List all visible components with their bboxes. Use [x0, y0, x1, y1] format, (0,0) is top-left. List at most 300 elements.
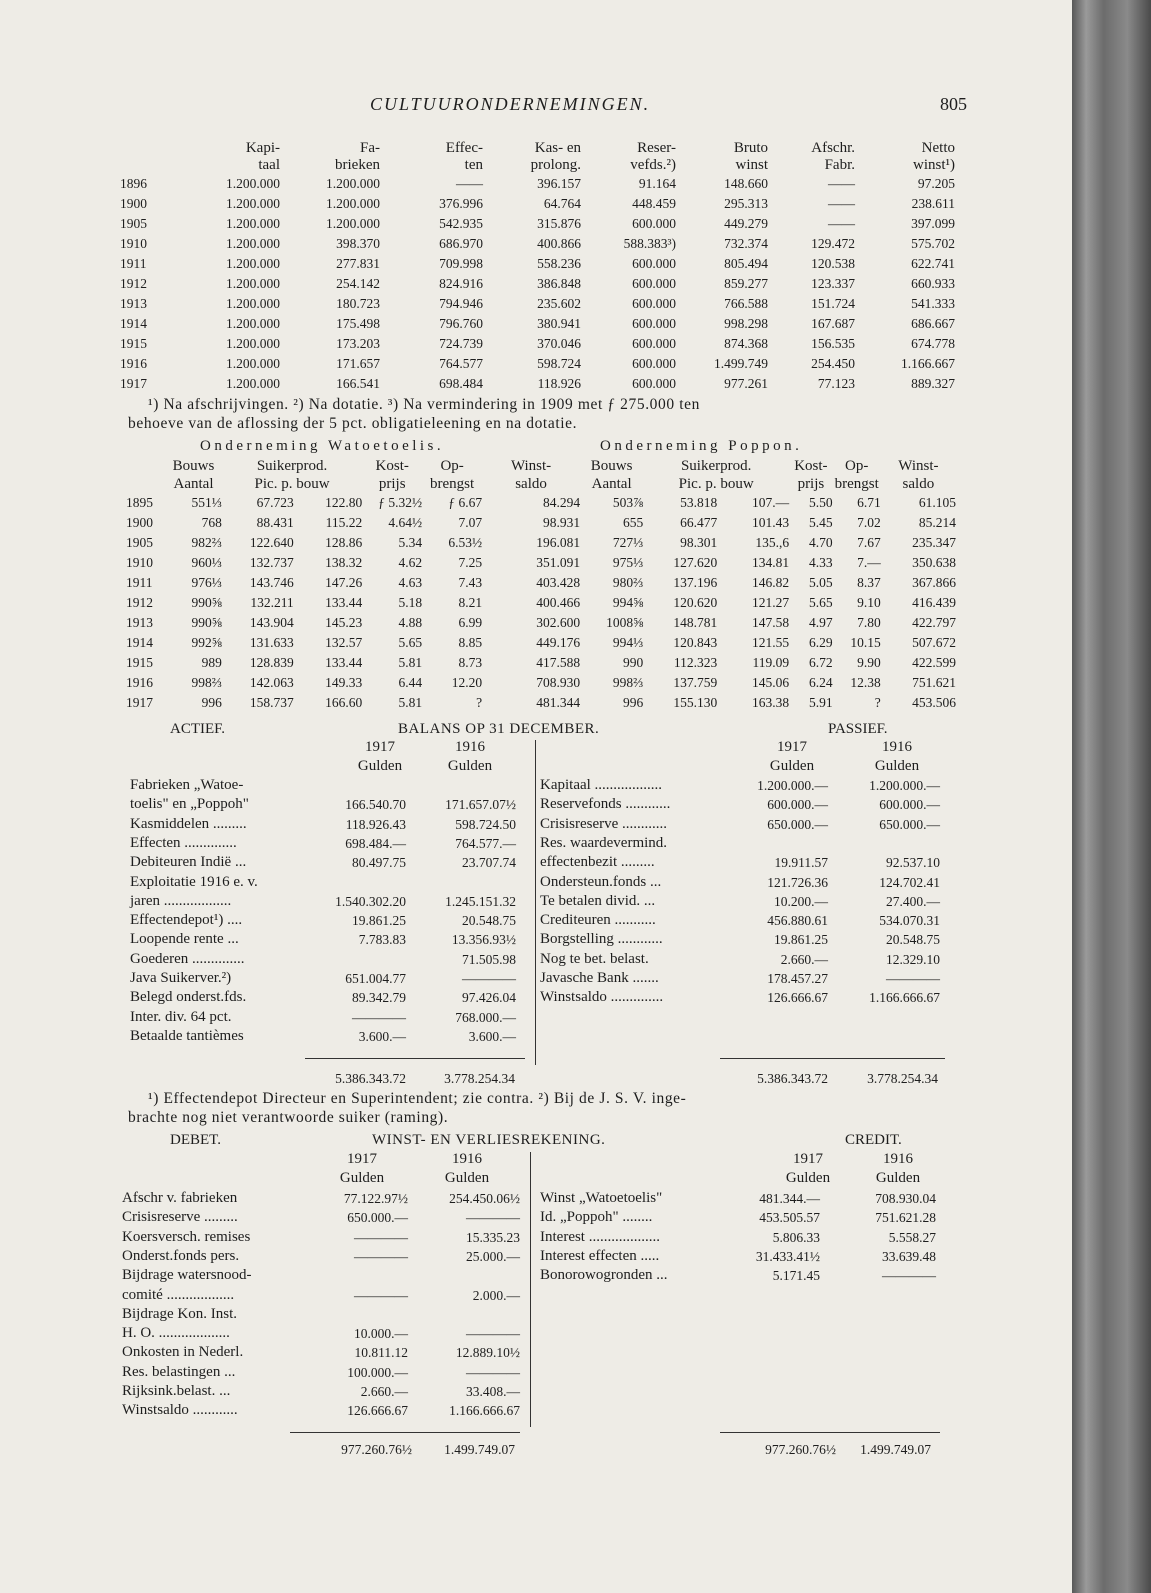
balance-actief-line-value-1917: 651.004.77 — [345, 971, 406, 986]
table1-row — [120, 214, 955, 234]
pnl-debet-line-label: Onkosten in Nederl. — [122, 1344, 244, 1361]
table2-cell: 7.07 — [458, 515, 483, 530]
pnl-left-unit2: Gulden — [444, 1170, 490, 1186]
table2-cell: 6.53½ — [448, 535, 483, 550]
pnl-credit-line-value-1916: ———— — [882, 1268, 936, 1284]
table2-cell: 98.931 — [542, 515, 581, 530]
balance-right-unit1: Gulden — [769, 758, 815, 774]
table2-cell: 8.73 — [458, 655, 483, 670]
balance-passief-line-value-1916: 1.200.000.— — [869, 778, 940, 793]
table2-year-cell: 1900 — [126, 515, 153, 530]
table1-cell: 796.760 — [439, 316, 483, 331]
table2-cell: 481.344 — [536, 695, 581, 710]
table1-cell: 1.200.000 — [226, 356, 280, 371]
pnl-credit-line-value-1917: 5.806.33 — [772, 1229, 820, 1245]
table2-cell: 992⅝ — [191, 635, 222, 650]
table1-cell: 129.472 — [811, 236, 855, 251]
table2-column-header: Bouws — [590, 458, 633, 474]
table2-cell: 138.32 — [325, 555, 363, 570]
pnl-debet-line-value-1916: 2.000.— — [472, 1287, 520, 1303]
table2-cell: 5.65 — [398, 635, 423, 650]
footnote-balance-line1: ¹) Effectendepot Directeur en Superintendent; zie contra. ²) Bij de J. S. V. inge- — [148, 1090, 687, 1107]
table2-column-header: Op- — [845, 458, 869, 474]
table2-cell: 990 — [622, 655, 644, 670]
table1-column-header — [120, 157, 160, 174]
table2-column-header: Aantal — [173, 476, 214, 492]
table1-cell: 874.368 — [724, 336, 768, 351]
pnl-title: WINST- EN VERLIESREKENING. — [372, 1132, 606, 1148]
table1-cell: 1.200.000 — [226, 296, 280, 311]
table1-cell: 686.667 — [911, 316, 955, 331]
balance-actief-line-value-1916: 3.600.— — [468, 1028, 516, 1044]
balance-passief-line-label: Te betalen divid. ... — [540, 892, 656, 909]
table1-year-cell: 1914 — [120, 316, 147, 331]
table2-cell: 994⅝ — [612, 595, 644, 610]
balance-actief-line-value-1916: 23.707.74 — [462, 855, 516, 871]
table1-header-row — [120, 140, 955, 157]
table2-cell: 975⅓ — [612, 555, 644, 570]
table1-cell: 764.577 — [439, 356, 483, 371]
table1-column-header: vefds.²) — [630, 157, 676, 173]
table1-cell: 295.313 — [724, 196, 768, 211]
table1-cell: 171.657 — [336, 356, 380, 371]
table2-cell: 12.20 — [451, 675, 483, 690]
table2-cell: 8.37 — [857, 575, 881, 590]
pnl-right-unit2: Gulden — [875, 1170, 921, 1186]
pnl-credit-line-value-1916: 751.621.28 — [875, 1210, 936, 1226]
table1-cell: 1.166.667 — [901, 356, 955, 371]
table2-cell: 61.105 — [918, 495, 956, 510]
balance-actief-line-value-1917: 1.540.302.20 — [335, 893, 406, 909]
balance-passief-line-value-1917: 126.666.67 — [767, 990, 828, 1006]
balance-actief-line-label: Exploitatie 1916 e. v. — [130, 873, 258, 890]
table1-cell: 398.370 — [336, 236, 380, 251]
pnl-credit-line-value-1917: 31.433.41½ — [755, 1248, 820, 1264]
table1-cell: —— — [828, 216, 855, 231]
table1-cell: 1.200.000 — [226, 276, 280, 291]
balance-passief-line-value-1917: 178.457.27 — [767, 971, 828, 986]
table1-cell: 600.000 — [632, 296, 676, 311]
table1-header-row — [120, 157, 955, 174]
table1-cell: 686.970 — [439, 236, 483, 251]
balance-passief-line-label: Res. waardevermind. — [540, 834, 668, 851]
table2-cell: 84.294 — [542, 495, 581, 510]
table2-cell: 119.09 — [752, 655, 790, 670]
balance-actief-line-label: toelis" en „Poppoh" — [130, 796, 249, 813]
table1-cell: 1.200.000 — [326, 196, 380, 211]
pnl-left-year2: 1916 — [452, 1151, 482, 1167]
table2-cell: 4.97 — [809, 615, 833, 630]
pnl-credit-line-value-1917: 453.505.57 — [759, 1210, 820, 1226]
pnl-credit-line-label: Interest effecten ..... — [540, 1247, 660, 1264]
table2-cell: 980⅔ — [612, 575, 644, 590]
pnl-right-total-1916: 1.499.749.07 — [860, 1442, 931, 1457]
table1-cell: 600.000 — [632, 216, 676, 231]
table1-cell: 600.000 — [632, 336, 676, 351]
balance-actief-line-value-1916: 13.356.93½ — [451, 932, 516, 948]
table1-cell: 400.866 — [537, 236, 581, 251]
table2-cell: 768 — [201, 515, 222, 530]
table2-year-cell: 1910 — [126, 555, 153, 570]
table2-cell: 507.672 — [912, 635, 956, 650]
pnl-debet-line-value-1916: 15.335.23 — [466, 1229, 520, 1245]
balance-passief-line-value-1916: 92.537.10 — [886, 855, 940, 871]
table2-cell: 367.866 — [912, 575, 956, 590]
table2-cell: ƒ 6.67 — [448, 495, 483, 510]
table2-cell: 88.431 — [256, 515, 294, 530]
balance-title: BALANS OP 31 DECEMBER. — [398, 721, 600, 737]
balance-right-year1: 1917 — [777, 739, 807, 755]
table2-cell: 115.22 — [325, 515, 363, 530]
table1-cell: —— — [828, 196, 855, 211]
pnl-credit-line-label: Bonorowogronden ... — [540, 1267, 668, 1284]
balance-actief-line-value-1917: 80.497.75 — [352, 855, 406, 871]
footnote-table1-line1: ¹) Na afschrijvingen. ²) Na dotatie. ³) Na vermindering in 1909 met ƒ 275.000 ten — [148, 396, 700, 413]
table2-cell: 503⅞ — [612, 495, 644, 510]
balance-right-year2: 1916 — [882, 739, 912, 755]
table1-cell: 1.200.000 — [226, 316, 280, 331]
balance-actief-line-label: Inter. div. 64 pct. — [130, 1008, 232, 1025]
balance-right-total-1916: 3.778.254.34 — [867, 1071, 938, 1086]
pnl-debet-line-label: Bijdrage watersnood- — [122, 1267, 252, 1284]
table1-cell: 77.123 — [817, 376, 855, 391]
balance-actief-line-label: Effectendepot¹) .... — [130, 912, 243, 929]
table1-cell: 794.946 — [439, 296, 483, 311]
table1-cell: 175.498 — [336, 316, 380, 331]
table2-cell: 8.85 — [458, 635, 483, 650]
table1-cell: 1.499.749 — [714, 356, 768, 371]
table1-cell: 1.200.000 — [226, 216, 280, 231]
balance-actief-line-value-1917: 3.600.— — [358, 1028, 406, 1044]
table2-cell: 727⅓ — [612, 535, 644, 550]
table2-year-cell: 1895 — [126, 495, 153, 510]
pnl-debet-line-label: Koersversch. remises — [122, 1228, 251, 1245]
table2-cell: 453.506 — [912, 695, 956, 710]
pnl-debet-line-value-1917: 126.666.67 — [347, 1403, 408, 1419]
table1-cell: 180.723 — [336, 296, 380, 311]
table2-cell: 5.81 — [398, 695, 423, 710]
pnl-debet-line-value-1917: 2.660.— — [360, 1384, 408, 1399]
table1-cell: 598.724 — [537, 356, 581, 371]
table1-row — [120, 294, 955, 314]
table2-cell: 996 — [201, 695, 222, 710]
table2-cell: 121.55 — [752, 635, 790, 650]
table2-row — [126, 613, 956, 633]
table1-cell: 148.660 — [724, 176, 768, 191]
table2-cell: 655 — [622, 515, 644, 530]
balance-passief-line-value-1916: 650.000.— — [879, 816, 940, 832]
table1-year-cell: 1911 — [120, 256, 147, 271]
table2-cell: 155.130 — [673, 695, 718, 710]
table2-cell: 4.70 — [809, 535, 833, 550]
pnl-right-unit1: Gulden — [785, 1170, 831, 1186]
table2-cell: 4.88 — [398, 615, 423, 630]
table1-cell: 167.687 — [811, 316, 855, 331]
balance-right-unit2: Gulden — [874, 758, 920, 774]
table1-cell: 64.764 — [543, 196, 581, 211]
table2-cell: ? — [476, 695, 483, 710]
balance-actief-line-label: Effecten .............. — [130, 834, 237, 851]
balance-passief-line-label: effectenbezit ......... — [540, 854, 655, 871]
table1-cell: 575.702 — [911, 236, 955, 251]
table2-cell: 6.72 — [809, 655, 833, 670]
actief-label: ACTIEF. — [170, 721, 226, 737]
table1-cell: 156.535 — [811, 336, 855, 351]
company-results-table — [120, 140, 955, 394]
table2-cell: 85.214 — [918, 515, 956, 530]
table2-year-cell: 1917 — [126, 695, 153, 710]
balance-passief-line-value-1916: 27.400.— — [886, 893, 940, 909]
table2-cell: 5.05 — [809, 575, 833, 590]
table2-row — [126, 513, 956, 533]
table2-column-header: Bouws — [172, 458, 215, 474]
table1-column-header: Reser- — [637, 140, 676, 156]
table1-cell: 380.941 — [537, 316, 581, 331]
table2-cell: 128.839 — [249, 655, 294, 670]
balance-passief-line-value-1916: 20.548.75 — [886, 932, 940, 948]
balance-passief-line-value-1917: 10.200.— — [774, 893, 828, 909]
table1-column-header: Effec- — [445, 140, 483, 156]
footnote-balance-line2: brachte nog niet verantwoorde suiker (raming). — [128, 1109, 449, 1126]
table2-year-cell: 1912 — [126, 595, 153, 610]
pnl-debet-line-value-1916: ———— — [466, 1364, 520, 1380]
table1-cell: 824.916 — [439, 276, 483, 291]
balance-actief-line-value-1917: 19.861.25 — [352, 913, 406, 929]
balance-divider — [535, 740, 536, 1065]
table2-cell: 416.439 — [912, 595, 956, 610]
table1-year-cell: 1916 — [120, 356, 147, 371]
table1-row — [120, 274, 955, 294]
balance-passief-line-value-1917: 1.200.000.— — [757, 778, 828, 793]
table1-year-cell: 1915 — [120, 336, 147, 351]
table1-cell: 173.203 — [336, 336, 380, 351]
table1-column-header: Kapi- — [245, 140, 280, 156]
table1-column-header: Netto — [921, 140, 955, 156]
book-spine-edge — [1072, 0, 1151, 1593]
pnl-debet-line-label: Rijksink.belast. ... — [122, 1383, 231, 1399]
table1-cell: 1.200.000 — [226, 376, 280, 391]
table2-cell: 127.620 — [673, 555, 718, 570]
balance-actief-line-value-1917: 698.484.— — [345, 835, 406, 851]
table1-cell: 541.333 — [911, 296, 955, 311]
table2-row — [126, 493, 956, 513]
pnl-debet-line-value-1916: ———— — [466, 1210, 520, 1226]
table2-cell: 12.38 — [850, 675, 881, 690]
table2-cell: 6.44 — [398, 675, 423, 690]
table2-row — [126, 593, 956, 613]
table1-cell: 622.741 — [911, 256, 955, 271]
balance-left-year2: 1916 — [455, 739, 485, 755]
table2-cell: 5.50 — [809, 495, 833, 510]
pnl-credit-line-value-1917: 5.171.45 — [772, 1268, 820, 1284]
pnl-credit-line-label: Interest ................... — [540, 1228, 660, 1245]
table2-column-header — [126, 457, 165, 475]
table2-cell: 403.428 — [536, 575, 581, 590]
table1-cell: 91.164 — [638, 176, 676, 191]
balance-passief-line-label: Crisisreserve ............ — [540, 815, 668, 832]
balance-actief-line-value-1917: 7.783.83 — [358, 932, 406, 948]
pnl-debet-line-value-1916: ———— — [466, 1326, 520, 1342]
table1-year-cell: 1912 — [120, 276, 147, 291]
table2-cell: 5.18 — [398, 595, 423, 610]
table2-cell: 7.— — [857, 555, 881, 570]
table2-year-cell: 1905 — [126, 535, 153, 550]
balance-passief-line-value-1916: 600.000.— — [879, 797, 940, 813]
table2-cell: 7.25 — [458, 555, 483, 570]
table1-year-cell: 1917 — [120, 376, 147, 391]
table2-cell: 417.588 — [536, 655, 581, 670]
balance-actief-line-value-1916: 764.577.— — [455, 835, 516, 851]
pnl-debet-line-value-1917: ———— — [354, 1248, 408, 1264]
pnl-debet-line-value-1917: 10.811.12 — [354, 1345, 408, 1361]
pnl-left-total-1917: 977.260.76½ — [341, 1442, 412, 1457]
table1-cell: 238.611 — [911, 196, 955, 211]
balance-passief-line-label: Winstsaldo .............. — [540, 989, 664, 1006]
table2-cell: 101.43 — [752, 515, 790, 530]
table2-row — [126, 633, 956, 653]
table2-row — [126, 673, 956, 693]
table1-cell: 588.383³) — [623, 236, 676, 251]
table2-column-header: Winst- — [898, 458, 939, 474]
table2-cell: 976⅓ — [191, 575, 222, 590]
table2-cell: 5.45 — [809, 515, 833, 530]
balance-passief-line-value-1917: 121.726.36 — [767, 874, 828, 890]
table2-cell: 7.02 — [857, 515, 881, 530]
pnl-credit-line-value-1916: 708.930.04 — [875, 1191, 936, 1206]
table2-header-row — [126, 457, 956, 475]
pnl-credit-line-label: Id. „Poppoh" ........ — [540, 1209, 653, 1226]
table2-column-header: Winst- — [510, 458, 552, 474]
table1-year-cell: 1900 — [120, 196, 147, 211]
table1-cell: 396.157 — [537, 176, 581, 191]
table2-cell: 112.323 — [673, 655, 718, 670]
passief-label: PASSIEF. — [828, 721, 888, 737]
table2-column-header: Pic. p. bouw — [678, 476, 754, 492]
table2-cell: 5.81 — [398, 655, 423, 670]
table1-cell: 600.000 — [632, 376, 676, 391]
balance-actief-line-value-1916: 97.426.04 — [462, 990, 516, 1006]
table1-cell: 600.000 — [632, 276, 676, 291]
table2-year-cell: 1914 — [126, 635, 153, 650]
table2-cell: 66.477 — [680, 515, 718, 530]
table2-row — [126, 533, 956, 553]
table1-cell: 1.200.000 — [226, 256, 280, 271]
pnl-left-unit1: Gulden — [339, 1170, 385, 1186]
table2-column-header: Kost- — [794, 458, 828, 474]
pnl-debet-line-label: Crisisreserve ......... — [122, 1209, 238, 1226]
table1-cell: 709.998 — [439, 256, 483, 271]
table2-cell: 148.781 — [673, 615, 718, 630]
balance-passief-line-value-1917: 19.861.25 — [774, 932, 828, 948]
table2-cell: 6.99 — [458, 615, 483, 630]
table1-cell: 370.046 — [537, 336, 581, 351]
table2-column-header: Pic. p. bouw — [254, 476, 330, 492]
table1-row — [120, 254, 955, 274]
pnl-right-year2: 1916 — [883, 1151, 913, 1167]
pnl-debet-line-value-1916: 1.166.666.67 — [449, 1403, 520, 1419]
table2-cell: 137.759 — [673, 675, 718, 690]
table2-cell: 133.44 — [325, 655, 363, 670]
balance-actief-line-value-1916: 171.657.07½ — [445, 797, 516, 813]
pnl-credit-line-value-1916: 5.558.27 — [888, 1229, 936, 1245]
table2-cell: 4.64½ — [388, 515, 423, 530]
table2-row — [126, 553, 956, 573]
balance-passief-line-label: Kapitaal .................. — [540, 777, 663, 793]
running-title: CULTUURONDERNEMINGEN. — [370, 94, 651, 114]
balance-left-total-rule — [305, 1058, 525, 1059]
table1-row — [120, 234, 955, 254]
balance-actief-line-value-1916: 1.245.151.32 — [445, 893, 516, 909]
table1-column-header: Bruto — [733, 140, 768, 156]
table1-cell: 998.298 — [724, 316, 768, 331]
table2-cell: 142.063 — [249, 675, 294, 690]
table1-row — [120, 194, 955, 214]
table2-cell: 6.29 — [809, 635, 833, 650]
table2-cell: 235.347 — [912, 535, 956, 550]
table1-year-cell: 1913 — [120, 296, 147, 311]
table1-row — [120, 174, 955, 194]
table2-cell: 98.301 — [680, 535, 718, 550]
pnl-debet-line-value-1917: 650.000.— — [347, 1210, 408, 1226]
pnl-debet-line-label: Res. belastingen ... — [122, 1363, 236, 1380]
table2-cell: 107.— — [752, 495, 790, 510]
table2-cell: 982⅔ — [191, 535, 222, 550]
table2-cell: 422.797 — [912, 615, 956, 630]
pnl-debet-line-value-1916: 33.408.— — [466, 1384, 520, 1399]
pnl-debet-line-label: Afschr v. fabrieken — [122, 1190, 238, 1206]
table2-cell: 122.80 — [325, 495, 363, 510]
table2-year-cell: 1915 — [126, 655, 153, 670]
table1-column-header: Afschr. — [811, 140, 855, 156]
table2-cell: 6.71 — [857, 495, 881, 510]
table2-cell: 132.737 — [249, 555, 294, 570]
table2-row — [126, 573, 956, 593]
table1-cell: 805.494 — [724, 256, 768, 271]
balance-actief-line-label: jaren .................. — [130, 892, 232, 909]
pnl-credit-line-label: Winst „Watoetoelis" — [540, 1190, 663, 1206]
balance-left-total-1916: 3.778.254.34 — [444, 1071, 515, 1086]
footnote-table1-line2: behoeve van de aflossing der 5 pct. obligatieleening en na dotatie. — [128, 415, 578, 432]
table2-cell: 994⅓ — [612, 635, 644, 650]
balance-left-unit2: Gulden — [447, 758, 493, 774]
pnl-debet-line-label: comité .................. — [122, 1286, 235, 1303]
balance-passief-line-value-1917: 600.000.— — [767, 797, 828, 813]
table2-cell: 9.90 — [857, 655, 881, 670]
table2-cell: 302.600 — [536, 615, 581, 630]
table2-cell: 147.58 — [752, 615, 790, 630]
pnl-debet-line-label: Bijdrage Kon. Inst. — [122, 1305, 237, 1322]
table2-column-header: brengst — [834, 476, 879, 492]
table2-cell: 120.843 — [673, 635, 718, 650]
balance-passief-line-value-1917: 2.660.— — [780, 951, 828, 967]
pnl-debet-line-value-1917: 100.000.— — [347, 1364, 408, 1380]
table1-row — [120, 334, 955, 354]
pnl-right-total-rule — [720, 1432, 940, 1433]
balance-left-unit1: Gulden — [357, 758, 403, 774]
table2-cell: 989 — [201, 655, 222, 670]
balance-passief-line-value-1916: 1.166.666.67 — [869, 990, 940, 1006]
table1-column-header — [120, 140, 160, 157]
table2-cell: 67.723 — [256, 495, 294, 510]
table2-cell: ? — [874, 695, 881, 710]
table2-cell: 7.43 — [458, 575, 483, 590]
table2-column-header: prijs — [797, 476, 825, 492]
table2-cell: 7.80 — [857, 615, 881, 630]
table2-cell: 145.06 — [752, 675, 790, 690]
table1-column-header: brieken — [335, 157, 380, 173]
pnl-debet-line-value-1917: 77.122.97½ — [343, 1191, 408, 1206]
table1-cell: —— — [456, 176, 483, 191]
